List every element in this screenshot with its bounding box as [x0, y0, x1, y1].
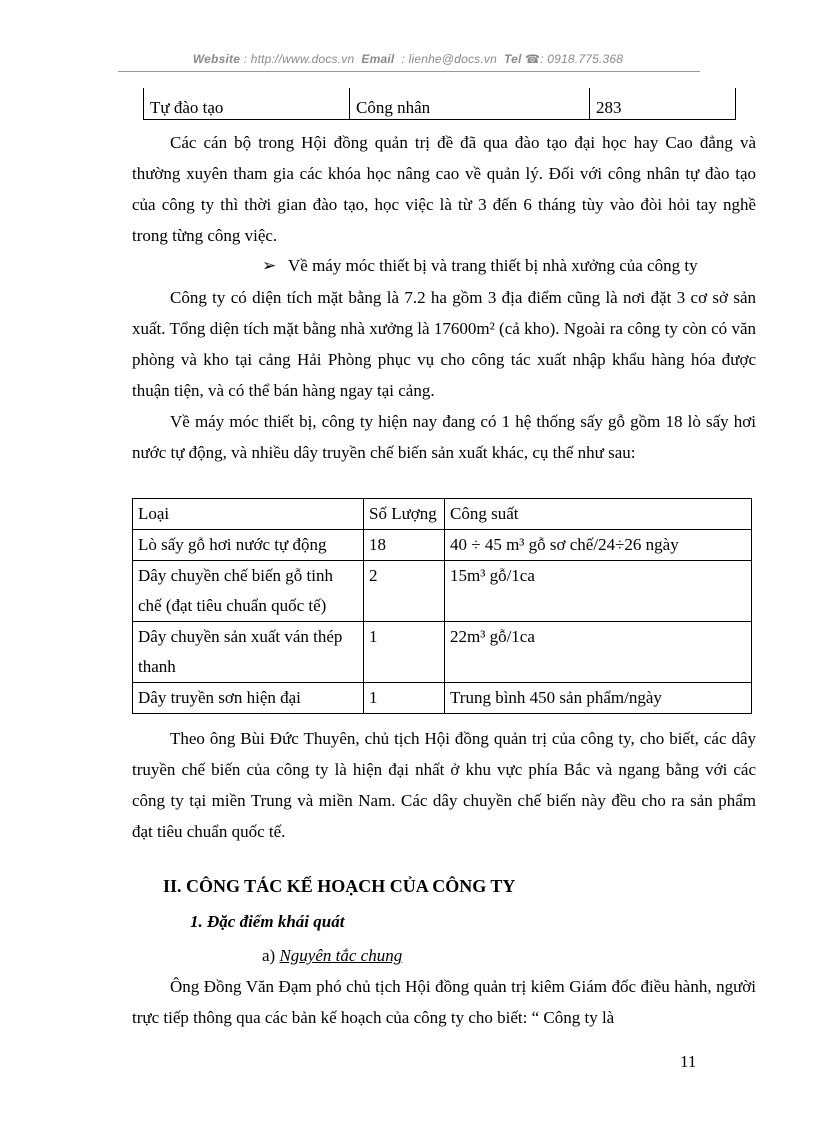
arrow-bullet-icon: ➢	[262, 256, 277, 275]
paragraph-machinery: Về máy móc thiết bị, công ty hiện nay đang có 1 hệ thống sấy gỗ gồm 18 lò sấy hơi nước tự động, và nhiều dây truyền chế biến sản xuất khác, cụ thể như sau:	[132, 412, 756, 462]
table-cell: 1	[364, 622, 445, 683]
tel-label: Tel	[504, 52, 522, 66]
phone-icon: ☎	[525, 52, 541, 66]
table-header-cell: Loại	[133, 499, 364, 530]
table-row	[133, 561, 752, 622]
table-cell: 15m³ gỗ/1ca	[445, 561, 752, 622]
table-cell: Dây chuyền chế biến gỗ tinh chế (đạt tiêu chuẩn quốc tế)	[133, 561, 364, 622]
email-value: : lienhe@docs.vn	[401, 52, 497, 66]
table-cell: 40 ÷ 45 m³ gỗ sơ chế/24÷26 ngày	[445, 530, 752, 561]
header-divider	[118, 71, 700, 72]
table-cell: 18	[364, 530, 445, 561]
website-label: Website	[192, 52, 241, 66]
paragraph-training: Các cán bộ trong Hội đồng quản trị đề đã qua đào tạo đại học hay Cao đẳng và thường xuyên tham gia các khóa học nâng cao về quản lý. Đối với công nhân tự đào tạo của công ty thì thời gian đào tạo, học việc là từ 3 đến 6 tháng tùy vào đòi hỏi tay nghề trong từng công việc.	[132, 133, 756, 245]
staff-cell-type: Tự đào tạo	[143, 88, 349, 120]
table-cell: Dây chuyền sản xuất ván thép thanh	[133, 622, 364, 683]
staff-cell-role: Công nhân	[349, 88, 589, 120]
sub-subsection-title	[262, 943, 402, 969]
page-number: 11	[680, 1052, 697, 1071]
page-header	[0, 52, 816, 66]
paragraph-facilities: Công ty có diện tích mặt bằng là 7.2 ha gồm 3 địa điểm cũng là nơi đặt 3 cơ sở sản xuất. Tổng diện tích mặt bằng nhà xưởng là 17600m² (cả kho). Ngoài ra công ty còn có văn phòng và kho tại cảng Hải Phòng phục vụ cho công tác xuất nhập khẩu hàng hóa được thuận tiện, và có thể bán hàng ngay tại cảng.	[132, 288, 756, 400]
website-value: : http://www.docs.vn	[243, 52, 355, 66]
table-header-row	[133, 499, 752, 530]
table-header-cell: Số Lượng	[364, 499, 445, 530]
staff-table-last-row	[143, 88, 736, 120]
table-cell: Trung bình 450 sản phẩm/ngày	[445, 683, 752, 714]
table-row	[133, 683, 752, 714]
table-row	[133, 622, 752, 683]
table-cell: Lò sấy gỗ hơi nước tự động	[133, 530, 364, 561]
email-label: Email	[361, 52, 395, 66]
bullet-text: Về máy móc thiết bị và trang thiết bị nhà xưởng của công ty	[288, 256, 698, 275]
paragraph-production-lines: Theo ông Bùi Đức Thuyên, chủ tịch Hội đồng quản trị của công ty, cho biết, các dây truyền chế biến của công ty là hiện đại nhất ở khu vực phía Bắc và ngang bằng với các công ty tại miền Trung và miền Nam. Các dây chuyền chế biến này đều cho ra sản phẩm đạt tiêu chuẩn quốc tế.	[132, 729, 756, 841]
table-cell: Dây truyền sơn hiện đại	[133, 683, 364, 714]
paragraph-planning: Ông Đồng Văn Đạm phó chủ tịch Hội đồng quản trị kiêm Giám đốc điều hành, người trực tiếp thông qua các bản kế hoạch của công ty cho biết: “ Công ty là	[132, 977, 756, 1027]
sub-subsection-label: Nguyên tắc chung	[279, 946, 403, 965]
sub-subsection-prefix: a)	[262, 946, 276, 965]
section-title: II. CÔNG TÁC KẾ HOẠCH CỦA CÔNG TY	[163, 876, 516, 896]
equipment-table	[132, 498, 752, 714]
table-header-cell: Công suất	[445, 499, 752, 530]
tel-value: : 0918.775.368	[540, 52, 624, 66]
table-cell: 22m³ gỗ/1ca	[445, 622, 752, 683]
table-cell: 2	[364, 561, 445, 622]
table-cell: 1	[364, 683, 445, 714]
subsection-title: 1. Đặc điểm khái quát	[190, 912, 345, 931]
bullet-equipment-heading	[262, 250, 698, 281]
staff-cell-count: 283	[589, 88, 735, 120]
table-row	[133, 530, 752, 561]
